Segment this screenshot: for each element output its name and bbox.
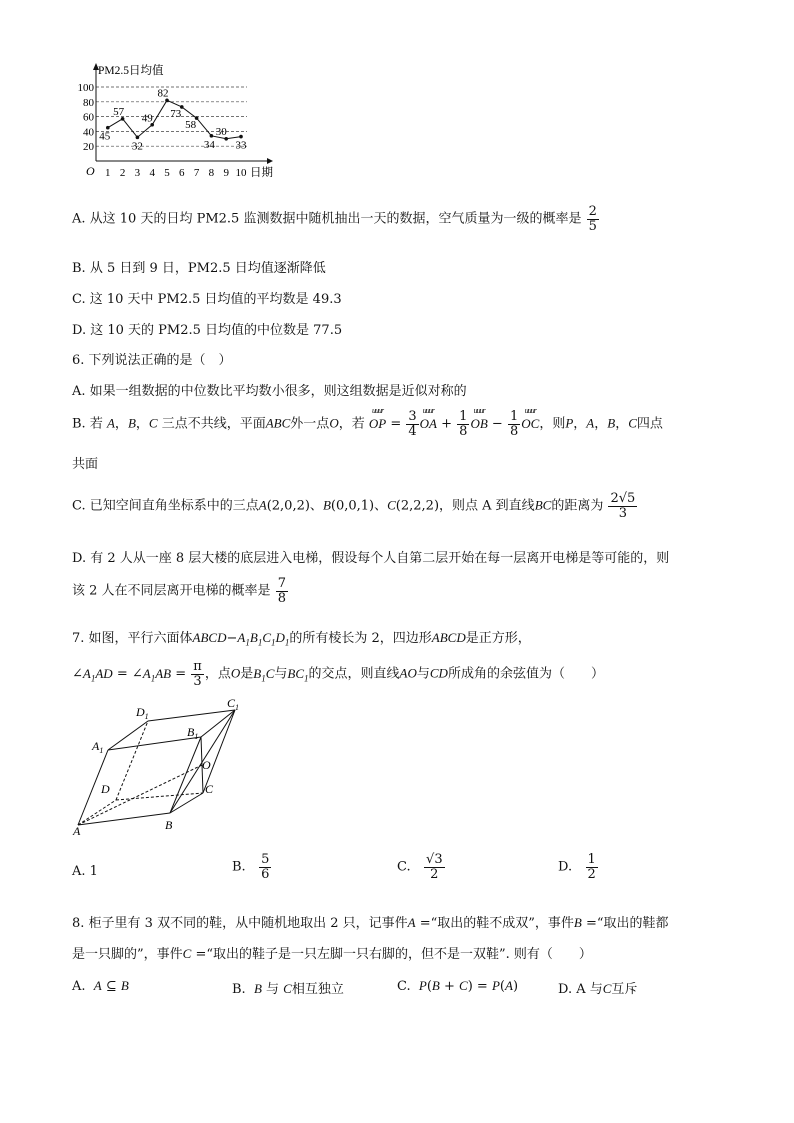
q7-option-d: D. $\frac{1}{2}$ bbox=[558, 852, 596, 882]
label-C: C bbox=[205, 782, 214, 796]
origin-label: O bbox=[86, 164, 95, 178]
x-tick-label: 6 bbox=[179, 167, 185, 179]
q6-option-d-line2: 该 2 人在不同层离开电梯的概率是 $\frac{7}{8}$ bbox=[72, 576, 286, 606]
q7-stem-line2: $\angle A_1AD$ = $\angle A_1AB$ = $\frac{\pi}{3}$ ，点O是$B_1C$与$BC_1$的交点，则直线AO与CD所成角的余弦值为（ ） bbox=[72, 659, 604, 689]
data-point bbox=[106, 126, 110, 130]
data-point bbox=[136, 136, 140, 140]
data-point bbox=[239, 135, 243, 139]
data-label: 82 bbox=[157, 87, 169, 100]
x-axis-title: 日期 bbox=[250, 167, 273, 179]
q8-stem-line2: 是一只脚的”，事件C =“取出的鞋子是一只左脚一只右脚的，但不是一双鞋”. 则有（ ） bbox=[72, 946, 592, 962]
data-label: 33 bbox=[235, 139, 247, 152]
parallelepiped-figure bbox=[70, 695, 255, 835]
q6-option-c: C. 已知空间直角坐标系中的三点A(2,0,2)、B(0,0,1)、C(2,2,2)，则点 A 到直线BC的距离为 $\frac{2√5}{3}$ bbox=[72, 491, 636, 521]
y-tick-label: 100 bbox=[77, 82, 94, 94]
q5-option-d: D. 这 10 天的 PM2.5 日均值的中位数是 77.5 bbox=[72, 323, 343, 338]
data-label: 32 bbox=[131, 140, 143, 153]
q8-stem-line1: 8. 柜子里有 3 双不同的鞋，从中随机地取出 2 只，记事件A =“取出的鞋不成双”，事件B =“取出的鞋都 bbox=[72, 915, 669, 931]
data-label: 73 bbox=[170, 107, 182, 120]
q8-option-a: A. A ⊆ B bbox=[72, 978, 129, 994]
q6-option-b-cont: 共面 bbox=[72, 457, 99, 472]
x-tick-label: 1 bbox=[105, 167, 111, 179]
x-tick-label: 10 bbox=[235, 167, 247, 179]
q5-option-a: A. 从这 10 天的日均 PM2.5 监测数据中随机抽出一天的数据，空气质量为一级的概率是 $\frac{2}{5}$ bbox=[72, 204, 597, 234]
x-tick-label: 7 bbox=[193, 167, 200, 179]
data-label: 58 bbox=[185, 119, 197, 132]
label-D: D bbox=[101, 782, 110, 796]
x-axis-arrow bbox=[267, 158, 273, 164]
data-label: 30 bbox=[215, 125, 227, 138]
x-tick-label: 5 bbox=[164, 167, 170, 179]
q7-option-a: A. 1 bbox=[72, 864, 98, 879]
data-point bbox=[210, 134, 214, 138]
y-tick-label: 60 bbox=[83, 111, 94, 124]
q8-option-b: B. B 与 C相互独立 bbox=[232, 981, 344, 997]
x-tick-label: 9 bbox=[223, 167, 229, 179]
q5-option-c: C. 这 10 天中 PM2.5 日均值的平均数是 49.3 bbox=[72, 292, 342, 307]
q8-option-c: C. P(B + C) = P(A) bbox=[397, 978, 519, 994]
data-label: 34 bbox=[203, 138, 215, 151]
label-D1: $D_1$ bbox=[136, 705, 149, 721]
q6-option-a: A. 如果一组数据的中位数比平均数小很多，则这组数据是近似对称的 bbox=[72, 384, 467, 399]
q6-stem: 6. 下列说法正确的是（ ） bbox=[72, 353, 232, 368]
q7-stem-line1: 7. 如图，平行六面体$ABCD-A_1B_1C_1D_1$的所有棱长为 2，四边形ABCD是正方形， bbox=[72, 630, 531, 648]
label-A1: $A_1$ bbox=[92, 739, 104, 755]
label-C1: $C_1$ bbox=[227, 696, 240, 712]
label-B1: $B_1$ bbox=[187, 725, 199, 741]
q5-option-b: B. 从 5 日到 9 日，PM2.5 日均值逐渐降低 bbox=[72, 261, 326, 276]
y-tick-label: 80 bbox=[83, 96, 94, 109]
y-axis-title: PM2.5日均值 bbox=[98, 65, 164, 77]
q6-option-b: B. 若 A，B，C 三点不共线，平面ABC外一点O，若 uuur OP = $\frac{3}{4}$ uuur OA + $\frac{1}{8}$ uuur OB − $\frac{1}{8}$ uuur OC，则P，A，B，C四点 bbox=[72, 405, 663, 439]
q6-option-d-line1: D. 有 2 人从一座 8 层大楼的底层进入电梯，假设每个人自第二层开始在每一层离开电梯是等可能的，则 bbox=[72, 551, 670, 566]
fraction-2-5: $\frac{2}{5}$ bbox=[588, 204, 597, 234]
x-tick-label: 3 bbox=[134, 167, 141, 179]
y-tick-label: 40 bbox=[83, 126, 94, 139]
data-label: 45 bbox=[99, 130, 111, 143]
y-tick-label: 20 bbox=[83, 141, 94, 154]
x-tick-label: 2 bbox=[119, 167, 126, 179]
label-O: O bbox=[202, 758, 211, 772]
label-A: A bbox=[73, 824, 81, 835]
x-tick-label: 8 bbox=[208, 167, 215, 179]
label-B: B bbox=[165, 818, 173, 832]
x-tick-label: 4 bbox=[149, 167, 155, 179]
q7-option-c: C. $\frac{√3}{2}$ bbox=[397, 852, 443, 882]
q7-option-b: B. $\frac{5}{6}$ bbox=[232, 852, 270, 882]
pm25-line-chart bbox=[62, 60, 287, 185]
data-label: 49 bbox=[141, 112, 153, 125]
q8-option-d: D. A 与C互斥 bbox=[558, 981, 638, 997]
data-label: 57 bbox=[113, 105, 125, 118]
